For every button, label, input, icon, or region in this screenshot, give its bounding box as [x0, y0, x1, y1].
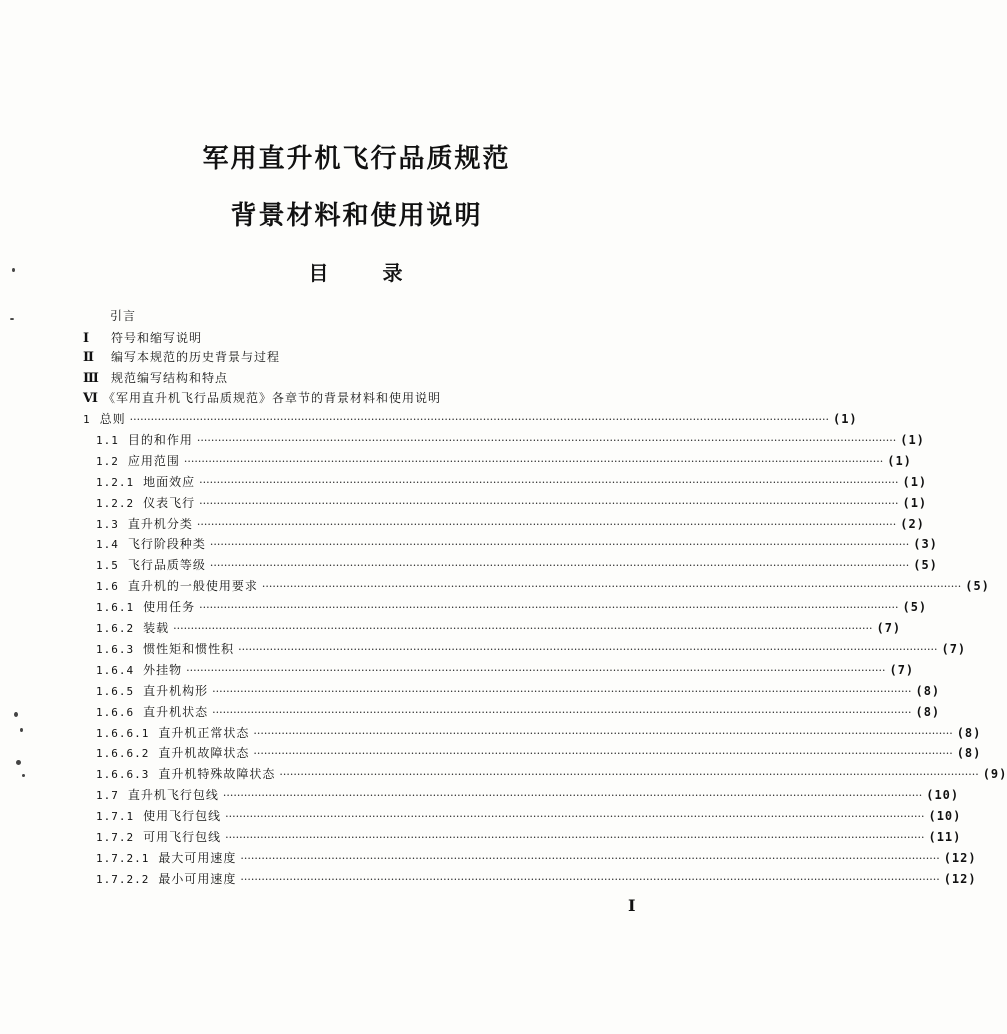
- toc-entry-number: 1.7.2: [96, 831, 135, 844]
- toc-entry-page: (1): [832, 412, 858, 426]
- toc-entry-number: 1.6.6.1: [96, 726, 150, 740]
- toc-entry-label: 最小可用速度: [158, 871, 237, 886]
- toc-entry-label: 使用任务: [143, 600, 196, 615]
- toc-entry-label: 飞行阶段种类: [127, 537, 206, 552]
- preamble-item-intro: [110, 307, 136, 324]
- toc-entry: [83, 410, 858, 428]
- toc-entry-page: (1): [887, 453, 912, 468]
- toc-entry: [96, 556, 938, 574]
- toc-entry-label: 直升机故障状态: [158, 746, 250, 761]
- toc-entry-label: 使用飞行包线: [143, 809, 222, 824]
- toc-entry: [96, 682, 941, 700]
- toc-leader-dots: ········································································································································································································: [173, 622, 873, 635]
- toc-entry: [96, 765, 1007, 783]
- scan-speck: [12, 268, 15, 272]
- scan-speck: [22, 774, 25, 777]
- toc-entry: [96, 473, 928, 491]
- toc-entry-page: (12): [943, 850, 977, 865]
- toc-entry-label: 飞行品质等级: [127, 558, 206, 573]
- preamble-roman-numeral: Ⅲ: [83, 371, 100, 386]
- toc-leader-dots: ········································································································································································································: [279, 768, 979, 782]
- toc-entry-number: 1.6.4: [96, 663, 135, 677]
- scan-speck: [16, 760, 21, 765]
- toc-entry-label: 应用范围: [127, 453, 180, 468]
- toc-entry: [96, 849, 977, 867]
- toc-leader-dots: ········································································································································································································: [238, 642, 938, 656]
- scan-speck: [14, 712, 18, 717]
- toc-entry-page: (1): [900, 432, 925, 447]
- toc-entry-number: 1.2.2: [96, 496, 135, 510]
- preamble-text: 符号和缩写说明: [111, 331, 203, 345]
- scan-speck: [20, 728, 23, 732]
- toc-leader-dots: ········································································································································································································: [196, 433, 897, 447]
- toc-entry-page: (9): [982, 767, 1007, 782]
- toc-entry-page: (10): [926, 788, 960, 803]
- toc-entry-page: (8): [915, 683, 941, 698]
- preamble-text: 引言: [110, 309, 137, 323]
- preamble-item: [83, 369, 228, 386]
- toc-entry-label: 地面效应: [143, 474, 196, 489]
- toc-leader-dots: ········································································································································································································: [183, 454, 884, 468]
- toc-entry-number: 1.6.6.3: [96, 768, 150, 782]
- toc-entry-number: 1.6.5: [96, 684, 135, 698]
- preamble-item: [83, 329, 202, 346]
- toc-leader-dots: ········································································································································································································: [253, 747, 953, 761]
- toc-entry-label: 可用飞行包线: [143, 830, 222, 844]
- toc-leader-dots: ········································································································································································································: [225, 831, 925, 844]
- toc-entry-number: 1.7.1: [96, 810, 135, 824]
- toc-entry-page: (5): [965, 579, 990, 594]
- toc-entry-page: (1): [902, 474, 928, 489]
- toc-entry-number: 1.6.6.2: [96, 747, 150, 761]
- toc-entry-label: 直升机正常状态: [158, 725, 250, 740]
- toc-entry-label: 直升机构形: [143, 683, 209, 698]
- toc-entry-page: (1): [902, 495, 928, 510]
- toc-heading-char-2: 录: [382, 261, 405, 285]
- toc-entry-number: 1.3: [96, 517, 119, 531]
- toc-entry: [96, 515, 925, 533]
- page-number: I: [628, 896, 636, 915]
- toc-entry: [96, 431, 925, 449]
- toc-entry: [96, 724, 982, 742]
- toc-entry-label: 直升机的一般使用要求: [127, 579, 258, 594]
- toc-leader-dots: ········································································································································································································: [240, 851, 940, 865]
- toc-entry: [96, 640, 967, 658]
- toc-entry: [96, 786, 960, 804]
- toc-entry: [96, 744, 982, 762]
- toc-entry: [96, 598, 928, 616]
- toc-entry-number: 1.6.3: [96, 642, 135, 656]
- toc-entry-number: 1.2: [96, 454, 119, 468]
- toc-leader-dots: ········································································································································································································: [240, 872, 940, 886]
- toc-leader-dots: ········································································································································································································: [222, 789, 923, 803]
- toc-leader-dots: ········································································································································································································: [212, 705, 912, 719]
- toc-entry-page: (7): [941, 641, 967, 656]
- toc-entry: [96, 494, 928, 512]
- toc-entry-page: (2): [900, 516, 925, 531]
- preamble-item: [83, 389, 441, 406]
- toc-entry-page: (5): [913, 558, 938, 573]
- toc-leader-dots: ········································································································································································································: [209, 559, 910, 573]
- toc-entry: [96, 577, 990, 595]
- toc-leader-dots: ········································································································································································································: [199, 475, 899, 489]
- toc-heading-char-1: 目: [308, 261, 331, 285]
- preamble-text: 规范编写结构和特点: [111, 371, 229, 385]
- toc-entry: [96, 535, 938, 553]
- toc-entry-page: (8): [956, 746, 982, 761]
- preamble-roman-numeral: Ⅵ: [83, 391, 99, 406]
- toc-entry-label: 惯性矩和惯性积: [143, 641, 235, 656]
- toc-entry-number: 1.5: [96, 559, 119, 573]
- toc-leader-dots: ········································································································································································································: [212, 684, 912, 698]
- toc-entry-label: 仪表飞行: [143, 495, 196, 510]
- toc-entry-label: 装载: [143, 621, 170, 635]
- toc-entry-number: 1.1: [96, 433, 119, 447]
- toc-entry-number: 1.7: [96, 789, 119, 803]
- document-title: 军用直升机飞行品质规范: [202, 144, 511, 174]
- toc-entry-label: 最大可用速度: [158, 850, 237, 865]
- toc-entry-page: (11): [928, 830, 962, 844]
- toc-entry-number: 1.6.1: [96, 601, 135, 615]
- toc-leader-dots: ········································································································································································································: [209, 538, 910, 552]
- toc-entry-page: (12): [943, 871, 977, 886]
- toc-leader-dots: ········································································································································································································: [186, 663, 886, 677]
- toc-entry-number: 1.6.2: [96, 622, 135, 635]
- toc-entry-page: (5): [902, 600, 928, 615]
- toc-entry-page: (7): [889, 662, 915, 677]
- toc-leader-dots: ········································································································································································································: [196, 517, 897, 531]
- toc-leader-dots: ········································································································································································································: [253, 726, 953, 740]
- toc-entry-label: 直升机分类: [127, 516, 193, 531]
- toc-heading: [0, 257, 713, 286]
- toc-entry-number: 1.7.2.1: [96, 851, 150, 865]
- toc-entry-number: 1.4: [96, 538, 119, 552]
- toc-entry-page: (7): [876, 621, 902, 635]
- preamble-item: [83, 348, 280, 365]
- toc-entry: [96, 661, 915, 679]
- document-subtitle: 背景材料和使用说明: [230, 201, 483, 231]
- preamble-text: 《军用直升机飞行品质规范》各章节的背景材料和使用说明: [103, 391, 442, 405]
- toc-entry-page: (10): [928, 809, 962, 824]
- toc-entry: [96, 452, 912, 470]
- toc-leader-dots: ········································································································································································································: [199, 496, 899, 510]
- toc-leader-dots: ········································································································································································································: [129, 413, 829, 426]
- toc-leader-dots: ········································································································································································································: [261, 580, 962, 594]
- scan-speck: [10, 318, 14, 320]
- toc-entry-page: (3): [913, 537, 938, 552]
- toc-entry: [96, 870, 977, 888]
- toc-entry-number: 1: [83, 413, 91, 426]
- toc-entry-label: 目的和作用: [127, 432, 193, 447]
- toc-entry: [96, 828, 962, 846]
- toc-leader-dots: ········································································································································································································: [199, 601, 899, 615]
- toc-entry-label: 直升机飞行包线: [127, 788, 219, 803]
- toc-entry-label: 总则: [99, 412, 126, 426]
- toc-entry-number: 1.6: [96, 580, 119, 594]
- toc-entry: [96, 703, 941, 721]
- preamble-text: 编写本规范的历史背景与过程: [111, 350, 281, 364]
- toc-entry: [96, 619, 902, 637]
- toc-entry: [96, 807, 962, 825]
- preamble-roman-numeral: Ⅰ: [83, 331, 91, 346]
- toc-leader-dots: ········································································································································································································: [225, 810, 925, 824]
- toc-entry-number: 1.2.1: [96, 475, 135, 489]
- toc-entry-page: (8): [915, 704, 941, 719]
- toc-entry-number: 1.7.2.2: [96, 872, 150, 886]
- toc-entry-page: (8): [956, 725, 982, 740]
- preamble-roman-numeral: Ⅱ: [83, 350, 95, 365]
- toc-entry-number: 1.6.6: [96, 705, 135, 719]
- toc-entry-label: 直升机状态: [143, 704, 209, 719]
- toc-entry-label: 直升机特殊故障状态: [158, 767, 276, 782]
- toc-entry-label: 外挂物: [143, 662, 183, 677]
